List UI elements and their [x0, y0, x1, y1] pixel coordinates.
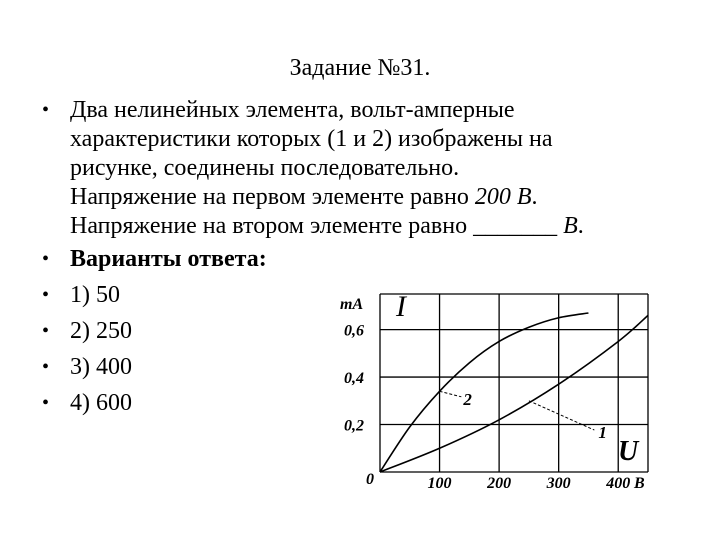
question-line-4-text: Напряжение на первом элементе равно	[70, 184, 469, 210]
origin-label: 0	[366, 471, 374, 488]
end-dot-2: .	[577, 213, 584, 239]
end-dot: .	[531, 184, 538, 210]
answer-unit: В	[563, 213, 578, 239]
given-voltage: 200 В	[474, 184, 532, 210]
x-tick-label: 200	[487, 475, 512, 492]
chart-series	[380, 313, 648, 472]
series-1-leader	[529, 401, 594, 430]
bullet-dot: •	[42, 356, 50, 378]
x-axis-title: U	[618, 436, 639, 467]
question-item	[40, 96, 700, 241]
answer-label: 4) 600	[70, 390, 132, 416]
series-1-label: 1	[598, 423, 607, 443]
series-2-leader	[440, 391, 462, 396]
bullet-dot: •	[42, 392, 50, 414]
question-line-5-text: Напряжение на втором элементе равно _______	[70, 213, 558, 239]
x-tick-label: 400	[606, 475, 631, 492]
y-unit-label: mA	[340, 296, 364, 313]
chart-grid	[380, 294, 648, 472]
series-2-label: 2	[463, 389, 472, 409]
answer-label: 1) 50	[70, 282, 120, 308]
y-tick-label: 0,4	[344, 370, 364, 388]
iv-characteristics-chart	[338, 280, 658, 495]
y-tick-label: 0,6	[344, 322, 364, 340]
y-axis-title: I	[396, 290, 406, 323]
x-unit-label: B	[634, 475, 645, 492]
answers-header-item	[40, 245, 700, 274]
answer-label: 2) 250	[70, 318, 132, 344]
bullet-dot: •	[42, 99, 50, 121]
bullet-dot: •	[42, 248, 50, 270]
x-tick-label: 300	[546, 475, 571, 492]
y-tick-label: 0,2	[344, 417, 364, 435]
question-line-3: рисунке, соединены последовательно.	[70, 155, 460, 181]
bullet-dot: •	[42, 320, 50, 342]
bullet-dot: •	[42, 284, 50, 306]
question-line-5	[70, 212, 700, 241]
answers-header: Варианты ответа:	[70, 246, 267, 272]
x-tick-label: 100	[427, 475, 452, 492]
task-title: Задание №31.	[289, 55, 431, 81]
series-2-curve	[380, 313, 588, 472]
question-line-2: характеристики которых (1 и 2) изображены на	[70, 126, 553, 152]
series-1-curve	[380, 315, 648, 472]
question-line-4	[70, 183, 700, 212]
answer-label: 3) 400	[70, 354, 132, 380]
question-line-1: Два нелинейных элемента, вольт-амперные	[70, 97, 515, 123]
